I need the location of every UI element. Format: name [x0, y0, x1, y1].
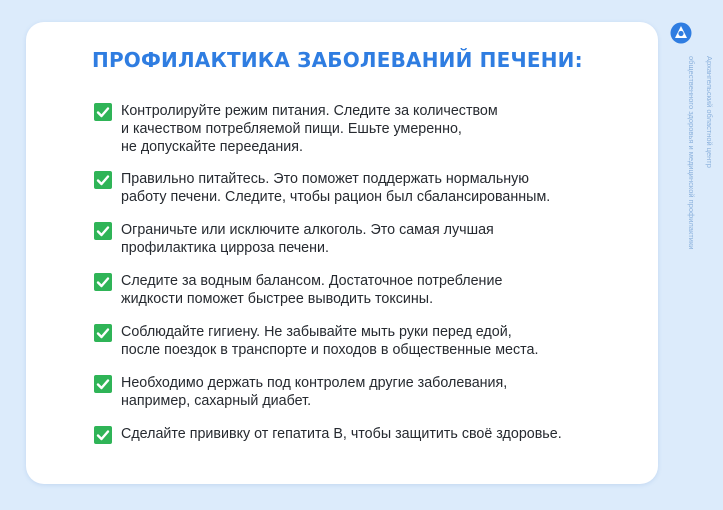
- organization-name: [678, 56, 723, 306]
- list-item-text: Ограничьте или исключите алкоголь. Это самая лучшая профилактика цирроза печени.: [121, 222, 494, 256]
- list-item-text: Сделайте прививку от гепатита В, чтобы защитить своё здоровье.: [121, 426, 562, 442]
- list-item-text: Необходимо держать под контролем другие заболевания, например, сахарный диабет.: [121, 375, 508, 409]
- logo-icon: [670, 22, 692, 44]
- list-item-text: Правильно питайтесь. Это поможет поддержать нормальную работу печени. Следите, чтобы рацион был сбалансированным.: [121, 171, 551, 205]
- checkmark-icon: [94, 375, 112, 393]
- checkmark-icon: [94, 171, 112, 189]
- checkmark-icon: [94, 324, 112, 342]
- page-title: ПРОФИЛАКТИКА ЗАБОЛЕВАНИЙ ПЕЧЕНИ:: [92, 48, 583, 72]
- checkmark-icon: [94, 103, 112, 121]
- list-item-text: Соблюдайте гигиену. Не забывайте мыть руки перед едой, после поездок в транспорте и походов в общественные места.: [121, 324, 539, 358]
- checkmark-icon: [94, 273, 112, 291]
- checkmark-icon: [94, 426, 112, 444]
- organization-name-line: общественного здоровья и медицинской профилактики: [687, 56, 696, 250]
- list-item-text: Контролируйте режим питания. Следите за количеством и качеством потребляемой пищи. Ешьте умеренно, не допускайте переедания.: [121, 103, 498, 155]
- organization-name-line: Архангельский областной центр: [705, 56, 714, 168]
- checkmark-icon: [94, 222, 112, 240]
- list-item-text: Следите за водным балансом. Достаточное потребление жидкости поможет быстрее выводить токсины.: [121, 273, 503, 307]
